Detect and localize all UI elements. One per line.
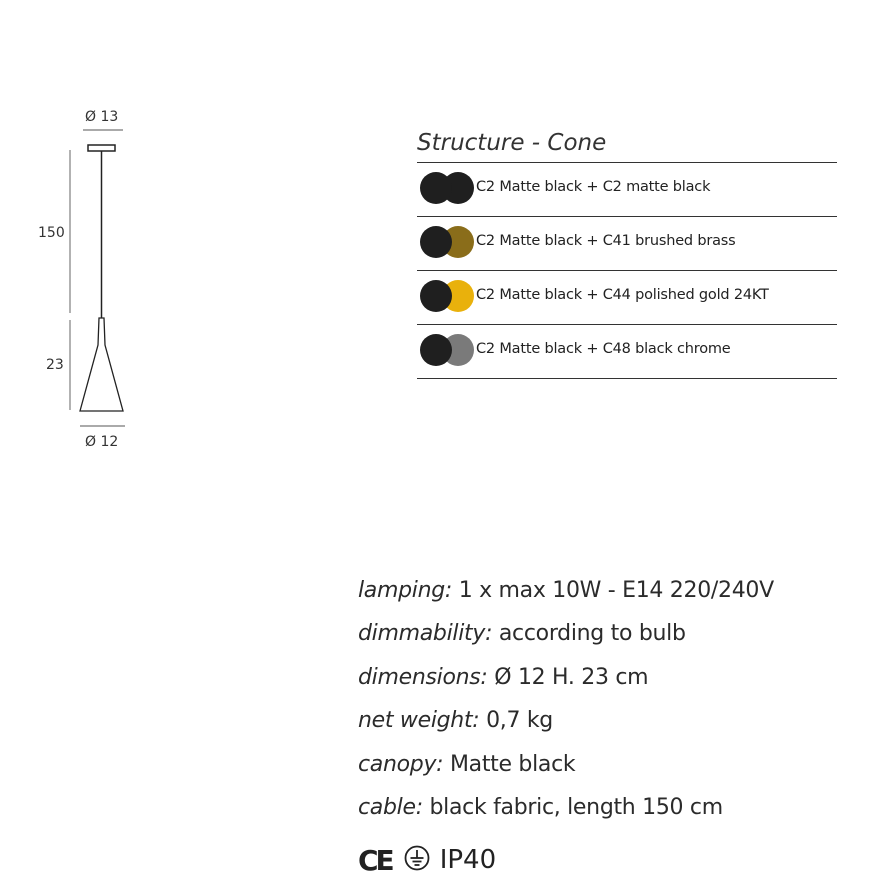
- certifications: [358, 840, 496, 880]
- technical-drawing: [0, 0, 200, 470]
- spec-dimensions: [358, 665, 868, 708]
- spec-value: 1 x max 10W - E14 220/240V: [452, 578, 774, 603]
- ground-symbol-icon: [404, 845, 430, 875]
- spec-value: black fabric, length 150 cm: [422, 794, 723, 820]
- shade-diameter-label: Ø 12: [85, 434, 119, 450]
- finish-label: C2 Matte black + C48 black chrome: [476, 341, 731, 357]
- spec-lamping: [358, 578, 868, 621]
- finish-row: [417, 217, 837, 271]
- finish-swatches: [420, 280, 476, 314]
- ce-mark: CE: [358, 843, 392, 877]
- color-swatch-primary: [420, 280, 452, 312]
- finish-swatches: [420, 226, 476, 260]
- finishes-title: Structure - Cone: [417, 130, 607, 156]
- spec-value: Matte black: [443, 751, 576, 777]
- finish-label: C2 Matte black + C44 polished gold 24KT: [476, 287, 769, 303]
- cable-length-label: 150: [38, 225, 65, 241]
- specifications-list: [358, 578, 868, 838]
- cone-shade-shape: [80, 318, 123, 411]
- spec-value: 0,7 kg: [479, 708, 553, 734]
- spec-value: according to bulb: [492, 621, 686, 647]
- finish-label: C2 Matte black + C2 matte black: [476, 179, 711, 195]
- spec-canopy: [358, 752, 868, 795]
- finish-row: [417, 271, 837, 325]
- shade-height-label: 23: [46, 357, 64, 373]
- color-swatch-primary: [420, 226, 452, 258]
- spec-cable: [358, 795, 868, 838]
- canopy-shape: [88, 145, 115, 151]
- spec-key: dimmability:: [358, 621, 493, 647]
- spec-key: cable:: [358, 794, 423, 820]
- color-swatch-primary: [420, 172, 452, 204]
- pendant-lamp-drawing: [0, 0, 200, 470]
- spec-key: canopy:: [358, 751, 444, 777]
- canopy-diameter-label: Ø 13: [85, 109, 119, 125]
- color-swatch-primary: [420, 334, 452, 366]
- finish-swatches: [420, 172, 476, 206]
- finish-label: C2 Matte black + C41 brushed brass: [476, 233, 736, 249]
- finishes-table: [417, 126, 837, 379]
- spec-key: dimensions:: [358, 664, 488, 690]
- spec-dimmability: [358, 621, 868, 664]
- spec-key: lamping:: [358, 578, 453, 603]
- spec-key: net weight:: [358, 708, 480, 734]
- finish-swatches: [420, 334, 476, 368]
- finish-row: [417, 163, 837, 217]
- ip-rating: IP40: [439, 845, 497, 875]
- finish-row: [417, 325, 837, 379]
- spec-net-weight: [358, 708, 868, 751]
- spec-value: Ø 12 H. 23 cm: [487, 664, 649, 690]
